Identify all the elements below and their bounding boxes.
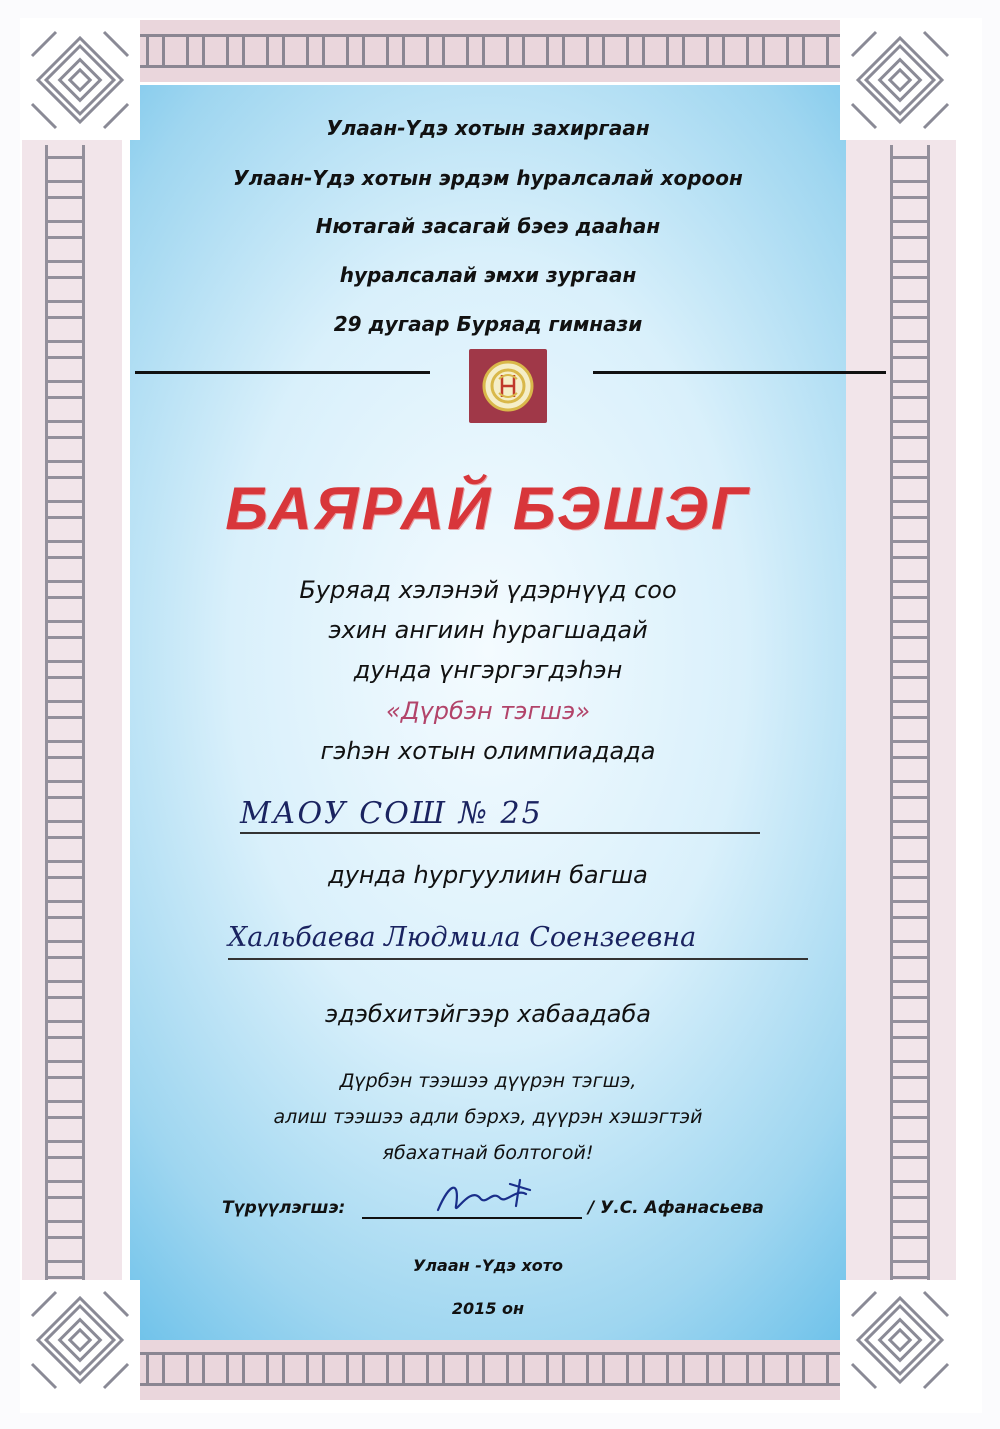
header-line-2: Улаан-Үдэ хотын эрдэм һуралсалай хороон xyxy=(233,166,743,190)
corner-knot-ornament-icon xyxy=(20,1280,140,1400)
chairman-label: Түрүүлэгшэ: xyxy=(222,1198,346,1218)
left-divider xyxy=(135,371,430,374)
corner-knot-ornament-icon xyxy=(840,1280,960,1400)
body-line-6: дунда һургуулиин багша xyxy=(328,861,648,889)
motto-line-1: Дүрбэн тээшээ дүүрэн тэгшэ, xyxy=(339,1070,637,1092)
header-line-3: Нютагай засагай бэеэ дааһан xyxy=(315,214,661,238)
body-line-1: Буряад хэлэнэй үдэрнүүд соо xyxy=(299,576,677,604)
school-handwritten: МАОУ СОШ № 25 xyxy=(240,796,543,831)
header-line-4: һуралсалай эмхи зургаан xyxy=(339,263,637,287)
handwritten-signature-icon xyxy=(430,1176,540,1220)
motto-line-2: алиш тээшээ адли бэрхэ, дүүрэн хэшэгтэй xyxy=(273,1106,703,1128)
chairman-name: / У.С. Афанасьева xyxy=(588,1198,764,1218)
motto-line-3: ябахатнай болтогой! xyxy=(382,1142,594,1164)
right-meander-pattern xyxy=(890,145,930,1285)
bottom-meander-pattern xyxy=(140,1352,840,1386)
body-line-2: эхин ангиин һурагшадай xyxy=(328,616,648,644)
footer-city: Улаан -Үдэ хото xyxy=(412,1256,564,1275)
corner-knot-ornament-icon xyxy=(20,20,140,140)
footer-year: 2015 он xyxy=(451,1299,525,1318)
header-line-1: Улаан-Үдэ хотын захиргаан xyxy=(326,116,650,140)
body-line-5: гэһэн хотын олимпиадада xyxy=(320,737,656,765)
body-line-7: эдэбхитэйгээр хабаадаба xyxy=(324,1000,652,1028)
olympiad-name: «Дүрбэн тэгшэ» xyxy=(386,697,590,725)
certificate-title: БАЯРАЙ БЭШЭГ xyxy=(225,475,751,542)
corner-knot-ornament-icon xyxy=(840,20,960,140)
header-line-5: 29 дугаар Буряад гимнази xyxy=(333,312,643,336)
left-meander-pattern xyxy=(45,145,85,1285)
gymnasium-emblem-icon xyxy=(469,349,547,423)
body-line-3: дунда үнгэргэгдэһэн xyxy=(353,656,623,684)
right-divider xyxy=(593,371,886,374)
school-underline xyxy=(240,832,760,834)
top-meander-pattern xyxy=(140,34,840,68)
teacher-underline xyxy=(228,958,808,960)
teacher-handwritten: Хальбаева Людмила Соензеевна xyxy=(228,922,697,953)
